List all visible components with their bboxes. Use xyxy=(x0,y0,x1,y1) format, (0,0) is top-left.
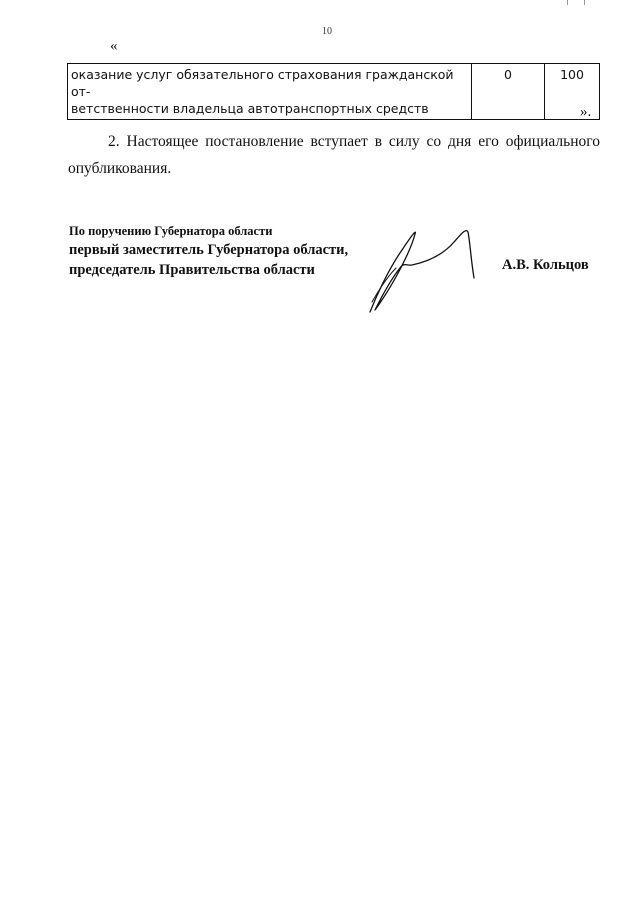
value-cell-a: 0 xyxy=(472,64,545,120)
signer-name: А.В. Кольцов xyxy=(502,257,589,273)
handwritten-signature xyxy=(360,222,500,318)
signature-line3: председатель Правительства области xyxy=(69,262,315,278)
amendment-table xyxy=(67,63,600,120)
service-description-cell xyxy=(68,64,472,120)
opening-quote: « xyxy=(110,38,118,54)
service-description-line1: оказание услуг обязательного страхования гражданской от- xyxy=(71,67,454,99)
page-number: 10 xyxy=(322,26,332,37)
signature-line1: По поручению Губернатора области xyxy=(69,224,273,238)
paragraph-2: 2. Настоящее постановление вступает в силу со дня его официального опубликования. xyxy=(68,133,600,177)
signature-line2: первый заместитель Губернатора области, xyxy=(69,242,349,258)
signature-block xyxy=(69,223,348,280)
value-cell-b: 100 xyxy=(545,64,600,120)
closing-quote: ». xyxy=(580,104,592,120)
table-row xyxy=(68,64,600,120)
service-description-line2: ветственности владельца автотранспортных средств xyxy=(71,101,429,116)
corner-mark xyxy=(567,0,585,5)
